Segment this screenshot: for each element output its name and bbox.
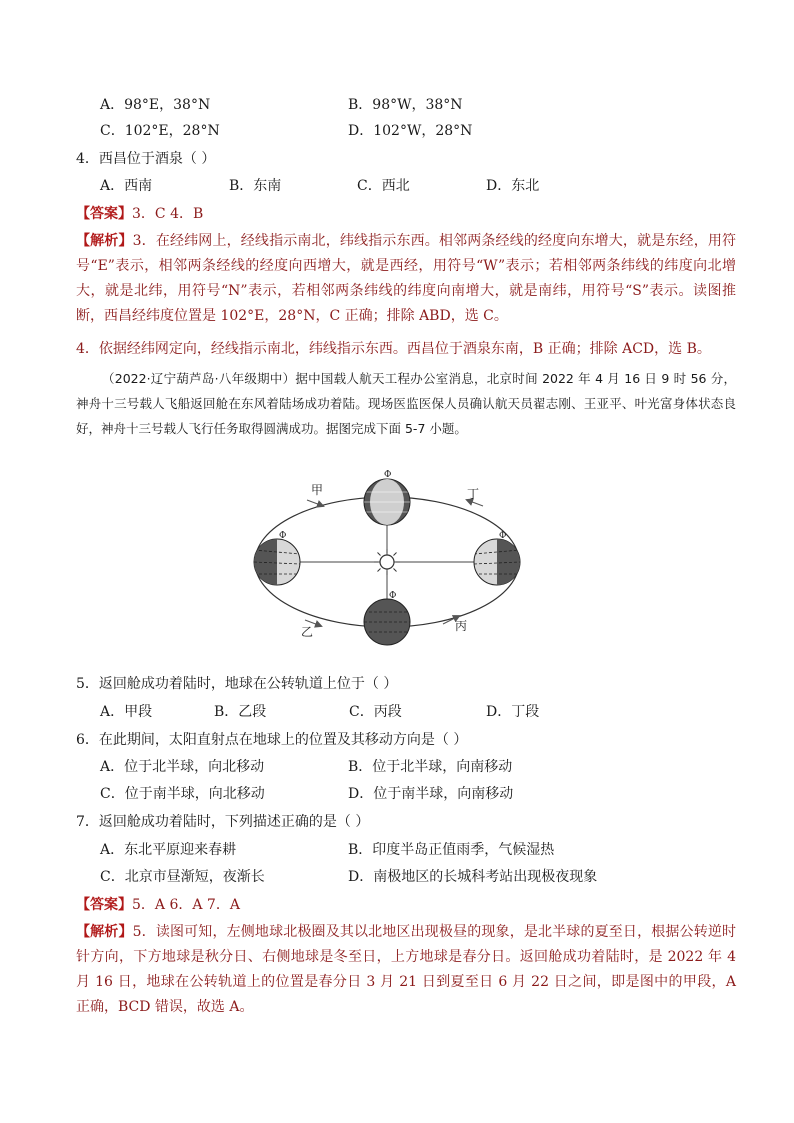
q5-stem: 5．返回舱成功着陆时，地球在公转轨道上位于（ ）: [76, 676, 398, 692]
label-yi: 乙: [301, 625, 314, 639]
phi-bottom: Φ: [389, 591, 397, 601]
globe-right-icon: [474, 531, 520, 585]
earth-orbit-diagram: [245, 470, 545, 658]
answer-text: 3．C 4．B: [132, 206, 204, 222]
q7-stem: 7．返回舱成功着陆时，下列描述正确的是（ ）: [76, 814, 370, 830]
arrow-jia-icon: [307, 500, 323, 506]
answer-block-1: [76, 204, 203, 224]
answer-text: 5．A 6．A 7．A: [132, 897, 240, 913]
q5-option-c: C．丙段: [349, 704, 402, 720]
phi-left: Φ: [279, 531, 287, 541]
q7-option-c: C．北京市昼渐短，夜渐长: [100, 869, 265, 885]
answer-block-2: [76, 895, 240, 915]
q4-option-d: D．东北: [486, 178, 540, 194]
analysis-tag: 【解析】: [76, 924, 133, 940]
q3-option-c: C．102°E，28°N: [100, 123, 220, 139]
analysis-block-1: [76, 229, 736, 329]
label-bing: 丙: [455, 619, 468, 633]
analysis-text: 3．在经纬网上，经线指示南北，纬线指示东西。相邻两条经线的经度向东增大，就是东经，用符号“E”表示，相邻两条经线的经度向西增大，就是西经，用符号“W”表示；若相邻两条纬线的纬度向北增大，就是北纬，用符号“N”表示，若相邻两条纬线的纬度向南增大，就是南纬，用符号“S”表示。读图推断，西昌经纬度位置是 102°E，28°N，C 正确；排除 ABD，选 C。: [76, 233, 737, 324]
label-ding: 丁: [467, 487, 480, 501]
q4-option-c: C．西北: [357, 178, 410, 194]
sun-icon: [374, 549, 400, 575]
q5-option-b: B．乙段: [214, 704, 267, 720]
analysis-block-1b: 4．依据经纬网定向，经线指示南北，纬线指示东西。西昌位于酒泉东南，B 正确；排除 ACD，选 B。: [76, 341, 711, 357]
q4-option-a: A．西南: [100, 178, 153, 194]
answer-tag: 【答案】: [76, 206, 132, 222]
globe-top-icon: [364, 470, 410, 525]
q6-option-b: B．位于北半球，向南移动: [348, 759, 513, 775]
q5-option-d: D．丁段: [486, 704, 540, 720]
q6-option-d: D．位于南半球，向南移动: [348, 786, 514, 802]
q4-stem: 4．西昌位于酒泉（ ）: [76, 151, 216, 167]
material-intro: （2022·辽宁葫芦岛·八年级期中）据中国载人航天工程办公室消息，北京时间 2022 年 4 月 16 日 9 时 56 分，神舟十三号载人飞船返回舱在东风着陆场成功着陆。现场医监医保人员确认航天员翟志刚、王亚平、叶光富身体状态良好，神舟十三号载人飞行任务取得圆满成功。据图完成下面 5-7 小题。: [76, 371, 736, 436]
q3-option-b: B．98°W，38°N: [348, 97, 463, 113]
globe-left-icon: [254, 531, 300, 585]
analysis-tag: 【解析】: [76, 233, 133, 249]
q7-option-d: D．南极地区的长城科考站出现极夜现象: [348, 869, 598, 885]
q4-option-b: B．东南: [229, 178, 282, 194]
label-jia: 甲: [311, 483, 324, 497]
analysis-text: 5．读图可知，左侧地球北极圈及其以北地区出现极昼的现象，是北半球的夏至日，根据公转逆时针方向，下方地球是秋分日、右侧地球是冬至日，上方地球是春分日。返回舱成功着陆时，是 2022 年 4 月 16 日，地球在公转轨道上的位置是春分日 3 月 21 日到夏至日 6 月 22 日之间，即是图中的甲段，A 正确，BCD 错误，故选 A。: [76, 924, 737, 1015]
q3-option-d: D．102°W，28°N: [348, 123, 473, 139]
phi-right: Φ: [499, 531, 507, 541]
q3-option-a: A．98°E，38°N: [100, 97, 211, 113]
q6-option-a: A．位于北半球，向北移动: [100, 759, 265, 775]
phi-top: Φ: [384, 470, 392, 480]
analysis-block-2: [76, 920, 736, 1020]
q6-option-c: C．位于南半球，向北移动: [100, 786, 265, 802]
q7-option-b: B．印度半岛正值雨季，气候湿热: [348, 842, 555, 858]
q5-option-a: A．甲段: [100, 704, 153, 720]
answer-tag: 【答案】: [76, 897, 132, 913]
globe-bottom-icon: [364, 591, 410, 645]
q7-option-a: A．东北平原迎来春耕: [100, 842, 237, 858]
q6-stem: 6．在此期间，太阳直射点在地球上的位置及其移动方向是（ ）: [76, 732, 468, 748]
